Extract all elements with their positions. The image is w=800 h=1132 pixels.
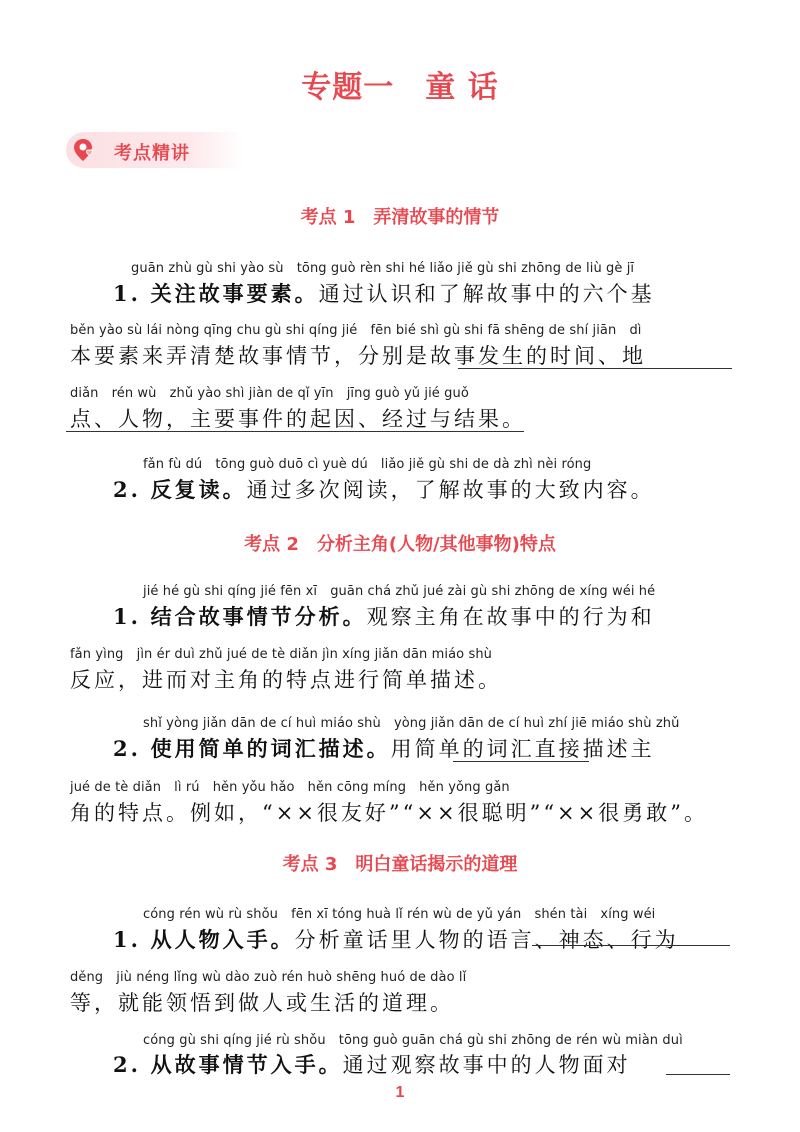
pinyin-line: guān zhù gù shi yào sù tōng guò rèn shi hé liǎo jiě gù shi zhōng de liù gè jī [131,261,635,276]
pinyin-line: fǎn yìng jìn ér duì zhǔ jué de tè diǎn jìn xíng jiǎn dān miáo shù [70,647,492,662]
text-line [113,278,655,308]
section-badge-label: 考点精讲 [114,143,190,164]
text-line: 本要素来弄清楚故事情节，分别是故事发生的时间、地 [70,344,646,368]
item-text: 通过认识和了解故事中的六个基 [318,282,655,306]
pinyin-line: děng jiù néng lǐng wù dào zuò rén huò shēng huó de dào lǐ [70,970,467,985]
section-badge [66,132,244,168]
item-number: 1. [113,604,141,629]
item-number: 1. [113,927,141,952]
item-text: 通过观察故事中的人物面对 [342,1053,631,1077]
item-number: 2. [113,477,141,502]
item-keyword: 从人物入手。 [150,927,295,952]
item-keyword: 使用简单的词汇描述。 [150,736,391,761]
text-line [113,1049,631,1079]
text-line [113,924,679,954]
text-line: 反应，进而对主角的特点进行简单描述。 [70,668,502,692]
text-line: 角的特点。例如，“××很友好”“××很聪明”“××很勇敢”。 [70,801,708,825]
page-title: 专题一 童 话 [301,70,499,105]
pinyin-line: cóng gù shi qíng jié rù shǒu tōng guò guān chá gù shi zhōng de rén wù miàn duì [143,1033,683,1048]
underline-mark [666,1074,730,1075]
item-text: 分析童话里人物的语言、神态、行为 [294,928,679,952]
underline-mark [532,945,730,946]
section-heading-3: 考点 3 明白童话揭示的道理 [282,854,518,875]
page-number: 1 [395,1084,405,1101]
section-heading-2: 考点 2 分析主角(人物/其他事物)特点 [244,534,556,555]
pinyin-line: shǐ yòng jiǎn dān de cí huì miáo shù yòng jiǎn dān de cí huì zhí jiē miáo shù zhǔ [143,716,680,731]
text-line: 等，就能领悟到做人或生活的道理。 [70,991,454,1015]
section-heading-1: 考点 1 弄清故事的情节 [300,207,500,228]
item-number: 2. [113,736,141,761]
pinyin-line: běn yào sù lái nòng qīng chu gù shi qíng jié fēn bié shì gù shi fā shēng de shí jiān dì [70,323,642,338]
text-line [113,474,655,504]
item-text: 观察主角在故事中的行为和 [366,605,655,629]
pinyin-line: jié hé gù shi qíng jié fēn xī guān chá zhǔ jué zài gù shi zhōng de xíng wéi hé [143,584,656,599]
pinyin-line: diǎn rén wù zhǔ yào shì jiàn de qǐ yīn jīng guò yǔ jié guǒ [70,386,469,401]
item-text: 通过多次阅读，了解故事的大致内容。 [246,478,655,502]
underline-mark [453,761,589,762]
underline-mark [458,368,732,369]
text-line [113,601,655,631]
item-text: 用简单的词汇直接描述主 [390,737,655,761]
item-keyword: 结合故事情节分析。 [150,604,367,629]
text-line: 点、人物，主要事件的起因、经过与结果。 [70,407,526,431]
pinyin-line: fǎn fù dú tōng guò duō cì yuè dú liǎo jiě gù shi de dà zhì nèi róng [143,457,592,472]
item-keyword: 反复读。 [150,477,247,502]
text-line [113,733,655,763]
underline-mark [66,431,524,432]
item-keyword: 从故事情节入手。 [150,1052,343,1077]
item-keyword: 关注故事要素。 [150,281,319,306]
item-number: 1. [113,281,141,306]
item-number: 2. [113,1052,141,1077]
map-pin-heart-icon [72,137,98,163]
pinyin-line: jué de tè diǎn lì rú hěn yǒu hǎo hěn cōng míng hěn yǒng gǎn [70,780,510,795]
pinyin-line: cóng rén wù rù shǒu fēn xī tóng huà lǐ rén wù de yǔ yán shén tài xíng wéi [143,907,656,922]
